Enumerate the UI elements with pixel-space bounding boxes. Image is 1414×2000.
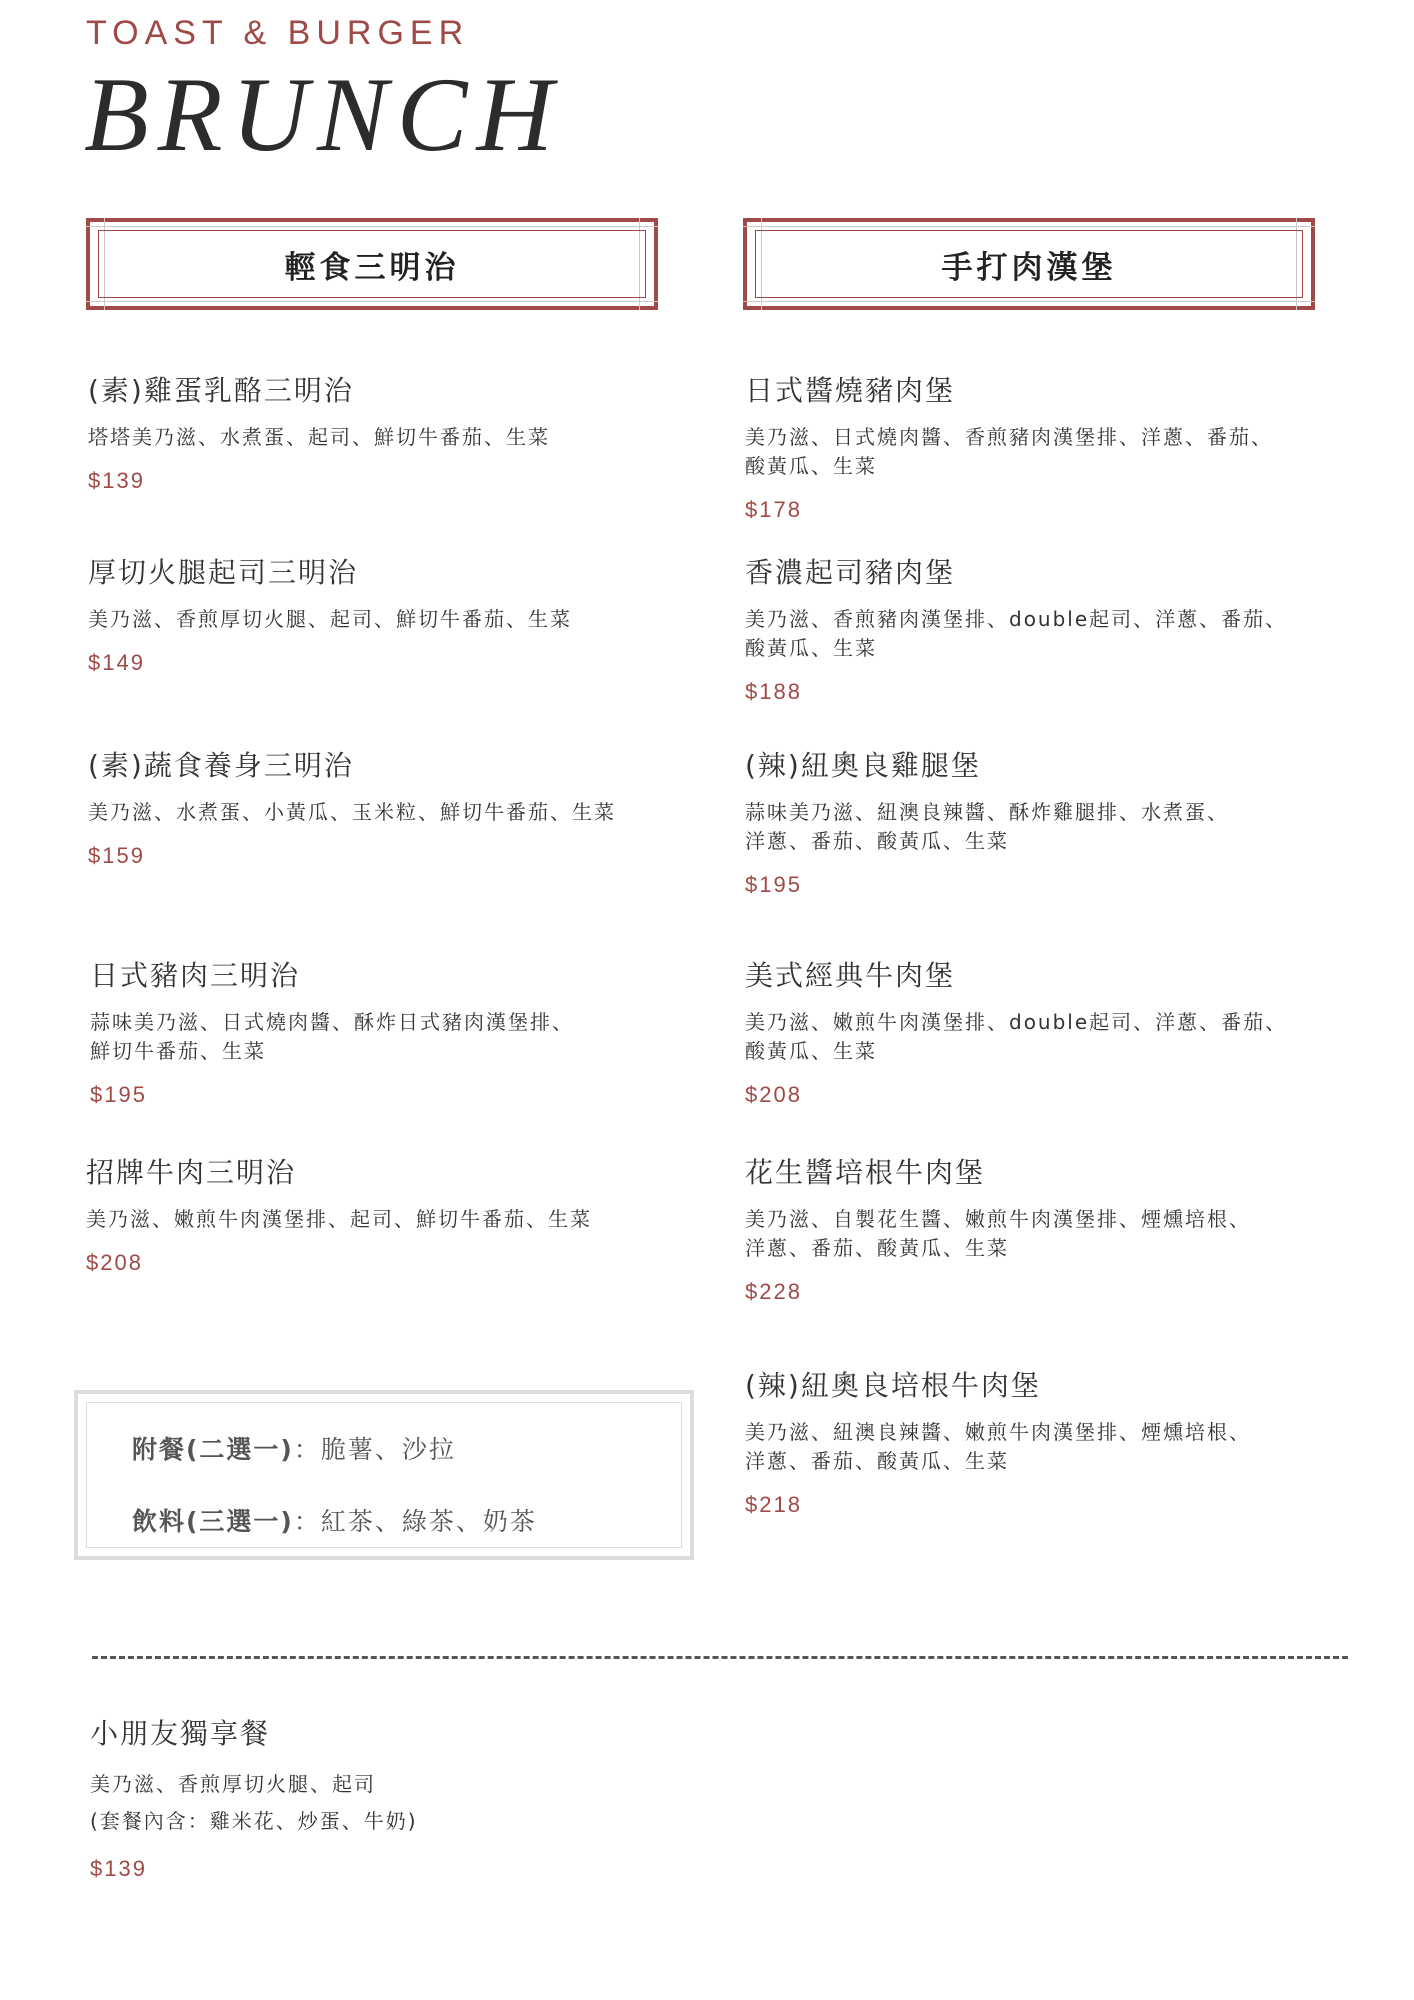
item-name: (素)蔬食養身三明治 [88, 749, 354, 782]
menu-item [745, 748, 1335, 898]
menu-item [88, 373, 678, 494]
item-name: 香濃起司豬肉堡 [745, 556, 956, 589]
item-name: 花生醬培根牛肉堡 [745, 1156, 986, 1189]
item-description: 美乃滋、香煎豬肉漢堡排、double起司、洋蔥、番茄、 酸黃瓜、生菜 [745, 607, 1288, 660]
sandwich-heading: 輕食三明治 [284, 249, 460, 286]
menu-item [88, 555, 678, 676]
item-price: $208 [745, 1082, 802, 1107]
item-price: $139 [90, 1856, 147, 1881]
side-dish-label: 附餐(二選一) [132, 1435, 294, 1464]
sides-box [74, 1390, 694, 1560]
item-name: (素)雞蛋乳酪三明治 [88, 374, 354, 407]
side-dish-options: 脆薯、沙拉 [320, 1435, 456, 1464]
item-description: 美乃滋、香煎厚切火腿、起司、鮮切牛番茄、生菜 [88, 607, 572, 631]
item-price: $149 [88, 650, 145, 675]
burger-heading: 手打肉漢堡 [941, 249, 1117, 286]
item-description: 蒜味美乃滋、紐澳良辣醬、酥炸雞腿排、水煮蛋、 洋蔥、番茄、酸黃瓜、生菜 [745, 800, 1229, 853]
drink-row: 飲料(三選一)：紅茶、綠茶、奶茶 [132, 1507, 537, 1536]
item-price: $188 [745, 679, 802, 704]
item-description: 美乃滋、日式燒肉醬、香煎豬肉漢堡排、洋蔥、番茄、 酸黃瓜、生菜 [745, 425, 1273, 478]
menu-item [88, 748, 678, 869]
menu-item [745, 555, 1335, 705]
item-price: $178 [745, 497, 802, 522]
item-description: 美乃滋、嫩煎牛肉漢堡排、起司、鮮切牛番茄、生菜 [86, 1207, 592, 1231]
burger-heading-box [743, 218, 1315, 310]
item-description: 美乃滋、嫩煎牛肉漢堡排、double起司、洋蔥、番茄、 酸黃瓜、生菜 [745, 1010, 1288, 1063]
dashed-divider [92, 1656, 1348, 1659]
item-name: 美式經典牛肉堡 [745, 959, 956, 992]
menu-item [90, 958, 680, 1108]
drink-label: 飲料(三選一) [132, 1507, 294, 1536]
item-name: 日式豬肉三明治 [90, 959, 301, 992]
item-price: $195 [745, 872, 802, 897]
menu-title: BRUNCH [84, 56, 562, 173]
item-price: $228 [745, 1279, 802, 1304]
sandwich-heading-box [86, 218, 658, 310]
menu-item [745, 373, 1335, 523]
menu-subtitle: TOAST & BURGER [86, 14, 470, 52]
menu-item [86, 1155, 676, 1276]
item-name: (辣)紐奧良培根牛肉堡 [745, 1369, 1041, 1402]
menu-item [745, 1155, 1335, 1305]
item-description: 美乃滋、紐澳良辣醬、嫩煎牛肉漢堡排、煙燻培根、 洋蔥、番茄、酸黃瓜、生菜 [745, 1420, 1251, 1473]
menu-item [745, 1368, 1335, 1518]
item-name: 小朋友獨享餐 [90, 1717, 271, 1750]
side-dish-row: 附餐(二選一)：脆薯、沙拉 [132, 1435, 456, 1464]
item-name: 厚切火腿起司三明治 [88, 556, 359, 589]
item-description: 蒜味美乃滋、日式燒肉醬、酥炸日式豬肉漢堡排、 鮮切牛番茄、生菜 [90, 1010, 574, 1063]
item-price: $159 [88, 843, 145, 868]
drink-options: 紅茶、綠茶、奶茶 [320, 1507, 537, 1536]
item-price: $208 [86, 1250, 143, 1275]
item-description: 美乃滋、自製花生醬、嫩煎牛肉漢堡排、煙燻培根、 洋蔥、番茄、酸黃瓜、生菜 [745, 1207, 1251, 1260]
item-name: 日式醬燒豬肉堡 [745, 374, 956, 407]
item-description: 塔塔美乃滋、水煮蛋、起司、鮮切牛番茄、生菜 [88, 425, 550, 449]
item-description: 美乃滋、香煎厚切火腿、起司 (套餐內含：雞米花、炒蛋、牛奶) [90, 1772, 418, 1833]
item-price: $218 [745, 1492, 802, 1517]
item-name: 招牌牛肉三明治 [86, 1156, 297, 1189]
kids-meal-item [90, 1716, 680, 1882]
item-name: (辣)紐奧良雞腿堡 [745, 749, 981, 782]
item-description: 美乃滋、水煮蛋、小黃瓜、玉米粒、鮮切牛番茄、生菜 [88, 800, 616, 824]
item-price: $195 [90, 1082, 147, 1107]
menu-item [745, 958, 1335, 1108]
item-price: $139 [88, 468, 145, 493]
